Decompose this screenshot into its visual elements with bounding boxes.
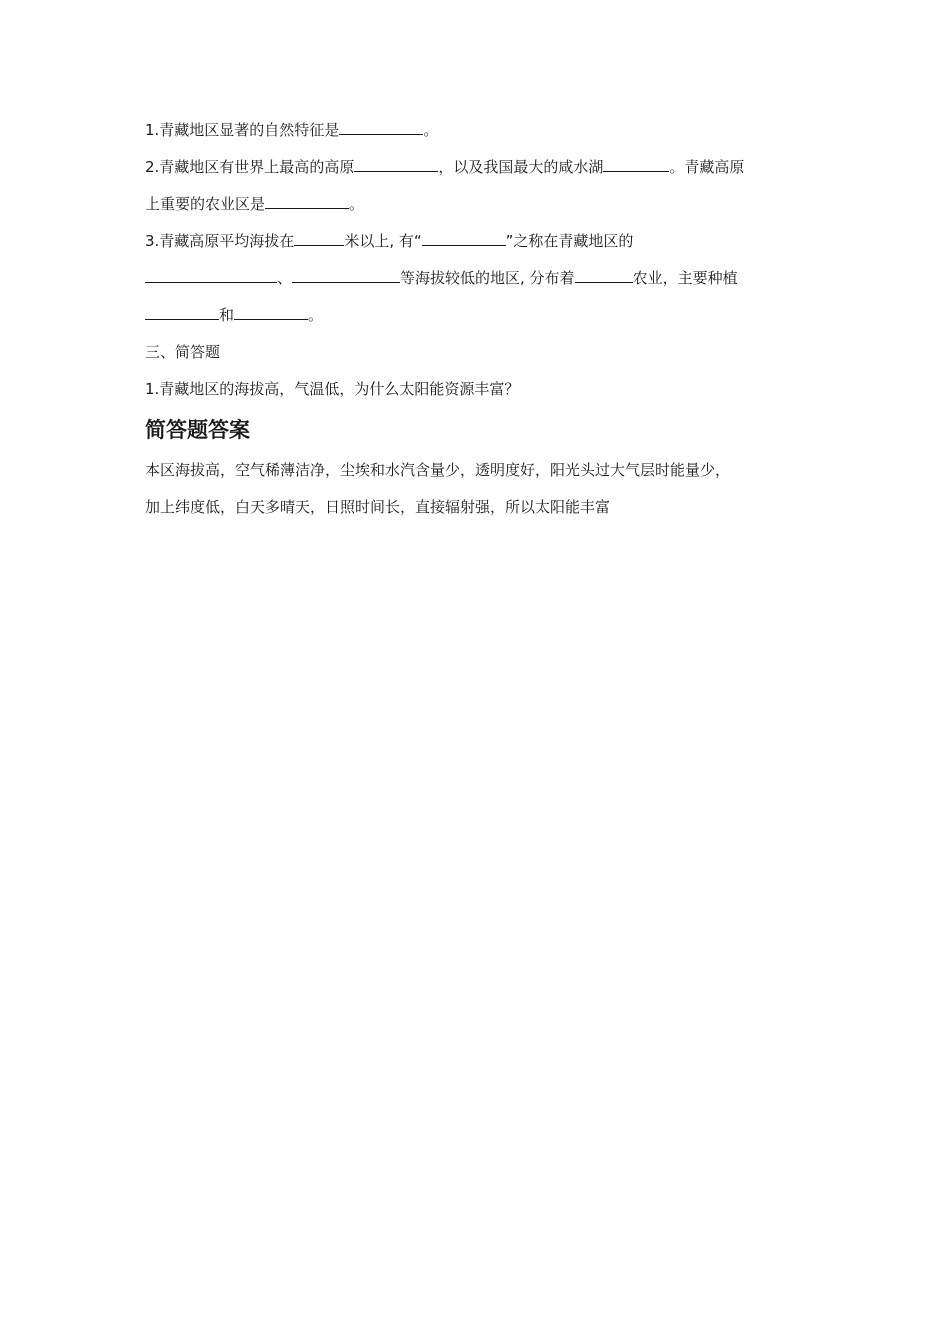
answer-blank — [603, 157, 669, 172]
question-text: 上重要的农业区是 — [145, 195, 266, 213]
answer-blank — [292, 268, 400, 283]
question-text: 农业，主要种植 — [632, 269, 738, 287]
section-title-short-answer: 三、简答题 — [145, 343, 221, 361]
question-text: 1.青藏地区显著的自然特征是 — [145, 121, 340, 139]
answer-blank — [294, 231, 344, 246]
document-page — [145, 112, 805, 526]
question-text: 。 — [308, 306, 324, 324]
answer-blank — [339, 120, 423, 135]
answer-blank — [145, 305, 219, 320]
fill-question-3-line-3 — [145, 297, 805, 334]
answer-blank — [422, 231, 506, 246]
answer-text-line-2: 加上纬度低，白天多晴天，日照时间长，直接辐射强，所以太阳能丰富 — [145, 498, 611, 516]
question-text: 米以上, 有“ — [344, 232, 422, 250]
question-text: 。青藏高原 — [669, 158, 745, 176]
question-text: 、 — [277, 269, 293, 287]
answer-text-line-1: 本区海拔高，空气稀薄洁净，尘埃和水汽含量少，透明度好，阳光头过大气层时能量少， — [145, 461, 731, 479]
question-text: 2.青藏地区有世界上最高的高原 — [145, 158, 355, 176]
answer-heading: 简答题答案 — [145, 418, 250, 442]
fill-question-1 — [145, 112, 805, 149]
question-text: ，以及我国最大的咸水湖 — [438, 158, 604, 176]
question-text: 3.青藏高原平均海拔在 — [145, 232, 295, 250]
fill-question-2-line-1 — [145, 149, 805, 186]
answer-blank — [575, 268, 633, 283]
question-text: 。 — [349, 195, 365, 213]
answer-blank — [234, 305, 308, 320]
answer-blank — [145, 268, 277, 283]
answer-blank — [354, 157, 438, 172]
question-text: 。 — [423, 121, 439, 139]
question-text: 和 — [219, 306, 235, 324]
fill-question-2-line-2 — [145, 186, 805, 223]
question-text: 等海拔较低的地区, 分布着 — [400, 269, 575, 287]
fill-question-3-line-2 — [145, 260, 805, 297]
question-text: ”之称在青藏地区的 — [505, 232, 634, 250]
answer-blank — [265, 194, 349, 209]
short-answer-question-1: 1.青藏地区的海拔高，气温低，为什么太阳能资源丰富？ — [145, 380, 520, 398]
fill-question-3-line-1 — [145, 223, 805, 260]
